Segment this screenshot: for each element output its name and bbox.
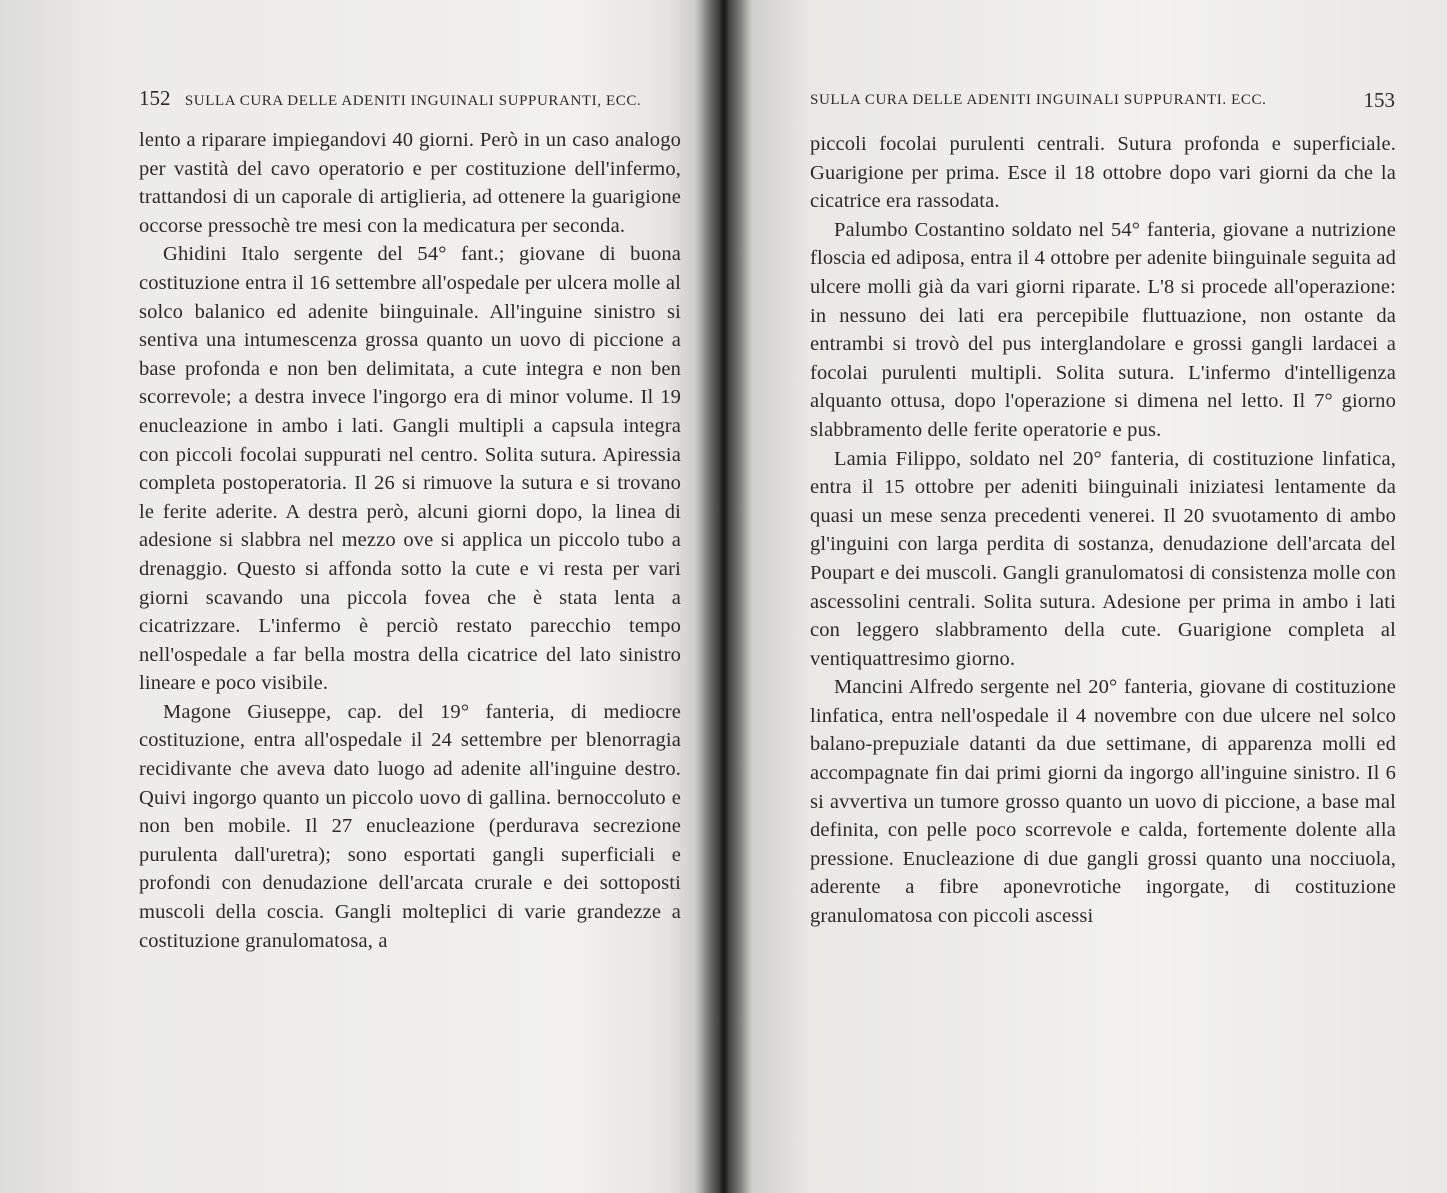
left-page-number: 152 [139,86,171,110]
right-page-body [810,130,1396,931]
right-running-head [810,88,1395,113]
paragraph: Ghidini Italo sergente del 54° fant.; giovane di buona costituzione entra il 16 settembre all'ospedale per ulcera molle al solco balanico ed adenite biinguinale. All'inguine sinistro si sentiva una intumescenza grossa quanto un uovo di piccione a base profonda e non ben delimitata, a cute integra e non ben scorrevole; a destra invece l'ingorgo era di minor volume. Il 19 enucleazione in ambo i lati. Gangli multipli a capsula integra con piccoli focolai suppurati nel centro. Solita sutura. Apiressia completa postoperatoria. Il 26 si rimuove la sutura e si trovano le ferite aderite. A destra però, alcuni giorni dopo, la linea di adesione si slabbra nel mezzo ove si applica un piccolo tubo a drenaggio. Questo si affonda sotto la cute e vi resta per vari giorni scavando una piccola fovea che è stata lenta a cicatrizzare. L'infermo è perciò restato parecchio tempo nell'ospedale a far bella mostra della cicatrice del lato sinistro lineare e poco visibile. [139,243,681,695]
right-page [748,0,1447,1193]
left-running-head [139,86,679,111]
paragraph: Palumbo Costantino soldato nel 54° fanteria, giovane a nutrizione floscia ed adiposa, entra il 4 ottobre per adenite biinguinale seguita ad ulcere molli già da vari giorni riparate. L'8 si procede all'operazione: in nessuno dei lati era percepibile fluttuazione, non ostante da entrambi si trovò del pus interglandolare e grossi gangli lardacei a focolai purulenti multipli. Solita sutura. L'infermo d'intelligenza alquanto ottusa, dopo l'operazione si dimena nel letto. Il 7° giorno slabbramento delle ferite operatorie e pus. [810,218,1396,441]
paragraph: Magone Giuseppe, cap. del 19° fanteria, di mediocre costituzione, entra all'ospedale il 24 settembre per blenorragia recidivante che aveva dato luogo ad adenite all'inguine destro. Quivi ingorgo quanto un piccolo uovo di gallina. bernoccoluto e non ben mobile. Il 27 enucleazione (perdurava secrezione purulenta dall'uretra); sono esportati gangli superficiali e profondi con denudazione dell'arcata crurale e dei sottoposti muscoli della coscia. Gangli molteplici di varie grandezze a costituzione granulomatosa, a [139,700,681,952]
right-page-number: 153 [1363,88,1395,112]
right-running-title: SULLA CURA DELLE ADENITI INGUINALI SUPPURANTI. ECC. [810,92,1267,108]
left-page [0,0,720,1193]
paragraph: Lamia Filippo, soldato nel 20° fanteria, di costituzione linfatica, entra il 15 ottobre per adeniti biinguinali iniziatesi lentamente da quasi un mese senza precedenti venerei. Il 20 svuotamento di ambo gl'inguini con larga perdita di sostanza, denudazione dell'arcata del Poupart e dei muscoli. Gangli granulomatosi di consistenza molle con ascessolini centrali. Solita sutura. Adesione per prima in ambo i lati con leggero slabbramento della cute. Guarigione completa al ventiquattresimo giorno. [810,447,1396,670]
paragraph: lento a riparare impiegandovi 40 giorni. Però in un caso analogo per vastità del cavo operatorio e per costituzione dell'infermo, trattandosi di un caporale di artiglieria, ad ottenere la guarigione occorse pressochè tre mesi con la medicatura per seconda. [139,129,681,237]
left-page-body [139,126,681,955]
paragraph: Mancini Alfredo sergente nel 20° fanteria, giovane di costituzione linfatica, entra nell'ospedale il 4 novembre con due ulcere nel solco balano-prepuziale datanti da due settimane, di apparenza molli ed accompagnate fin dai primi giorni da ingorgo all'inguine sinistro. Il 6 si avvertiva un tumore grosso quanto un uovo di piccione, a base mal definita, con pelle poco scorrevole e calda, fortemente dolente alla pressione. Enucleazione di due gangli grossi quanto una nocciuola, aderente a fibre aponevrotiche ingorgate, di costituzione granulomatosa con piccoli ascessi [810,676,1396,928]
left-running-title: SULLA CURA DELLE ADENITI INGUINALI SUPPURANTI, ECC. [184,93,642,109]
paragraph: piccoli focolai purulenti centrali. Sutura profonda e superficiale. Guarigione per prima. Esce il 18 ottobre dopo vari giorni da che la cicatrice era rassodata. [810,133,1396,213]
